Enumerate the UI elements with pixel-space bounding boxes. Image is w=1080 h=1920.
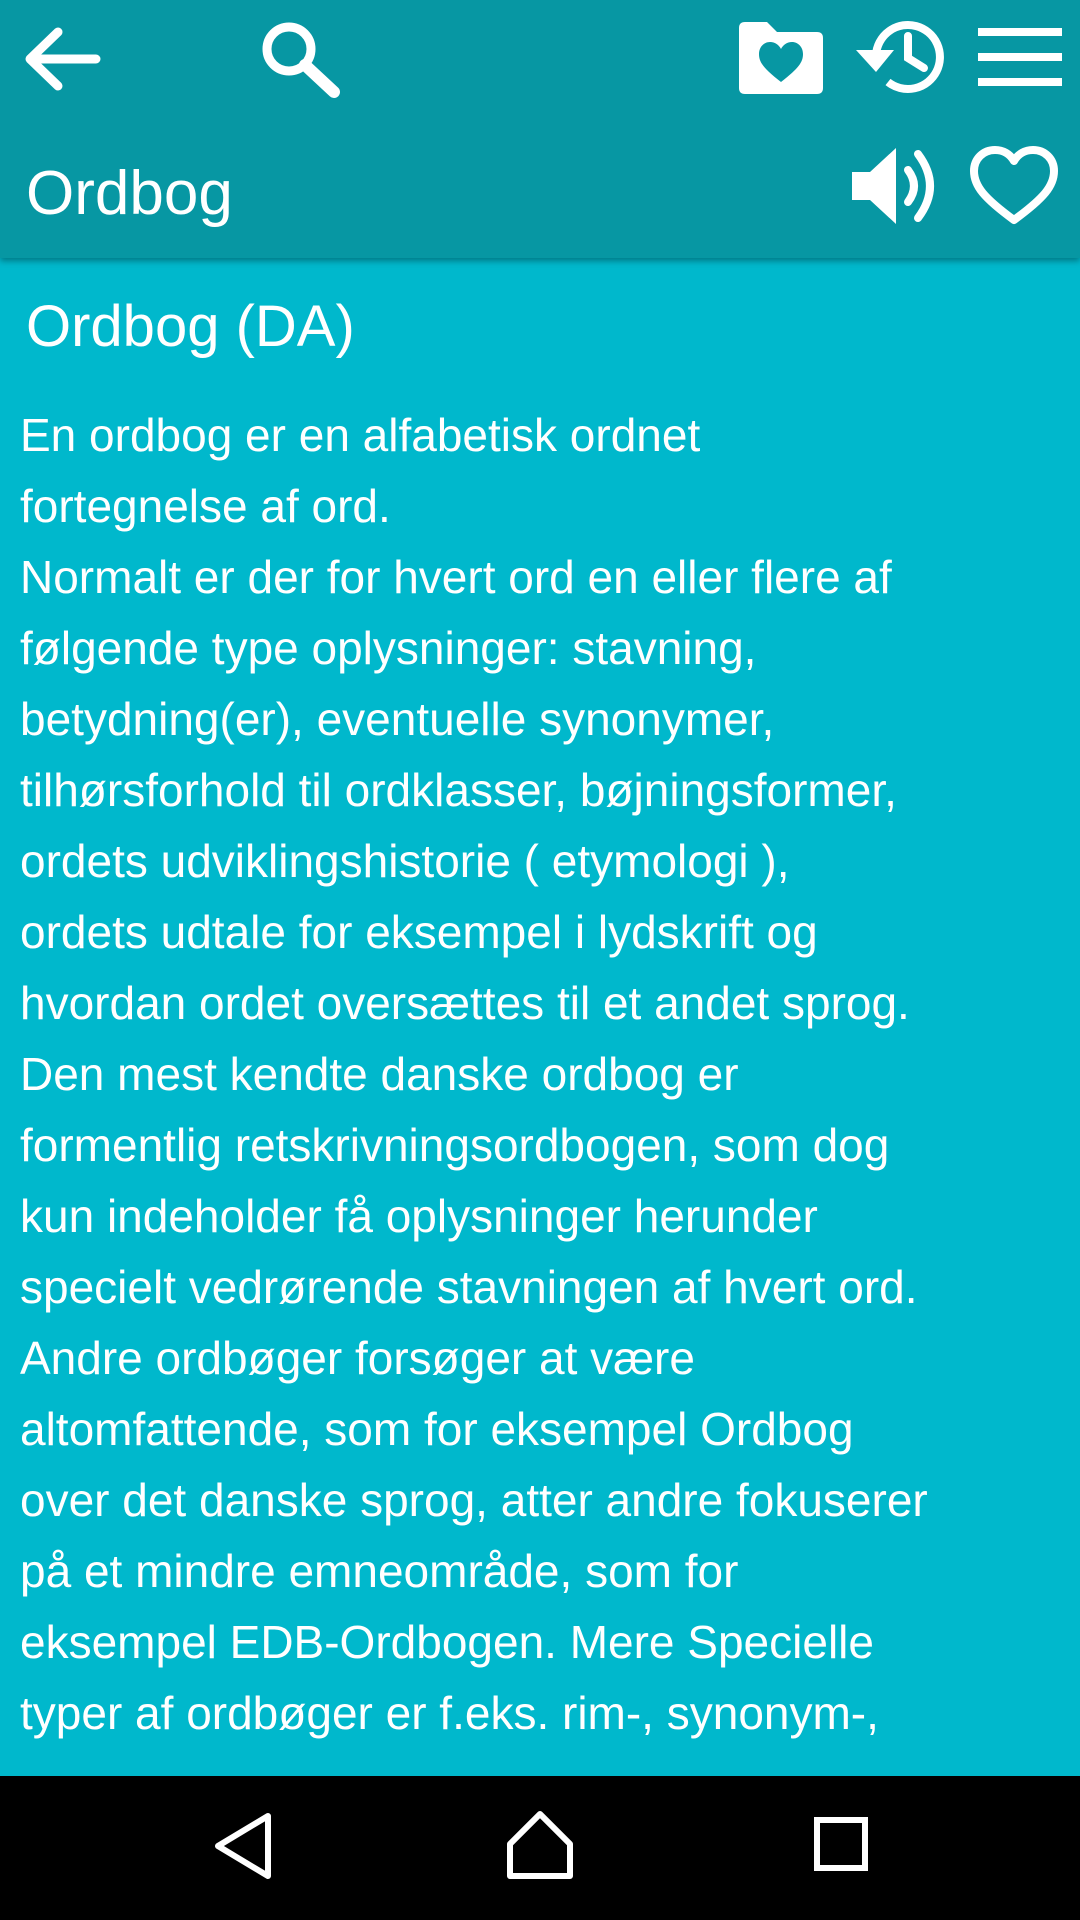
entry-line: altomfattende, som for eksempel Ordbog	[20, 1403, 854, 1455]
entry-body	[20, 400, 1070, 1749]
entry-line: fortegnelse af ord.	[20, 480, 391, 532]
search-icon	[256, 18, 342, 98]
pronounce-button[interactable]	[848, 142, 944, 230]
entry-line: formentlig retskrivningsordbogen, som dog	[20, 1119, 890, 1171]
entry-line: specielt vedrørende stavningen af hvert ord.	[20, 1261, 918, 1313]
favorites-folder-button[interactable]	[733, 20, 827, 96]
entry-line: over det danske sprog, atter andre fokuserer	[20, 1474, 928, 1526]
back-button[interactable]	[18, 20, 102, 98]
entry-title: Ordbog (DA)	[26, 294, 355, 359]
menu-button[interactable]	[976, 24, 1064, 90]
recents-icon	[812, 1814, 870, 1874]
entry-line: ordets udtale for eksempel i lydskrift og	[20, 906, 818, 958]
heart-outline-icon	[968, 144, 1060, 228]
app-bar	[0, 0, 1080, 258]
back-triangle-icon	[210, 1808, 276, 1884]
entry-line: på et mindre emneområde, som for	[20, 1545, 739, 1597]
system-nav-bar	[0, 1776, 1080, 1920]
entry-line: Den mest kendte danske ordbog er	[20, 1048, 739, 1100]
entry-line: hvordan ordet oversættes til et andet sprog.	[20, 977, 910, 1029]
entry-content[interactable]	[0, 258, 1080, 1776]
entry-line: kun indeholder få oplysninger herunder	[20, 1190, 818, 1242]
history-button[interactable]	[848, 10, 948, 100]
folder-heart-icon	[733, 20, 827, 96]
entry-line: betydning(er), eventuelle synonymer,	[20, 693, 775, 745]
entry-line: følgende type oplysninger: stavning,	[20, 622, 757, 674]
entry-line: ordets udviklingshistorie ( etymologi ),	[20, 835, 790, 887]
favorite-button[interactable]	[968, 144, 1060, 228]
nav-recents-button[interactable]	[812, 1814, 870, 1874]
entry-line: typer af ordbøger er f.eks. rim-, synonym-,	[20, 1687, 879, 1739]
entry-line: Andre ordbøger forsøger at være	[20, 1332, 695, 1384]
entry-line: En ordbog er en alfabetisk ordnet	[20, 409, 701, 461]
speaker-icon	[848, 142, 944, 230]
nav-home-button[interactable]	[504, 1808, 576, 1884]
arrow-left-icon	[18, 20, 102, 98]
page-title: Ordbog	[26, 159, 233, 228]
menu-icon	[976, 24, 1064, 90]
entry-line: eksempel EDB-Ordbogen. Mere Specielle	[20, 1616, 874, 1668]
search-button[interactable]	[256, 18, 342, 98]
history-icon	[848, 10, 948, 100]
entry-line: tilhørsforhold til ordklasser, bøjningsformer,	[20, 764, 897, 816]
nav-back-button[interactable]	[210, 1808, 276, 1884]
home-icon	[504, 1808, 576, 1884]
entry-line: Normalt er der for hvert ord en eller flere af	[20, 551, 892, 603]
